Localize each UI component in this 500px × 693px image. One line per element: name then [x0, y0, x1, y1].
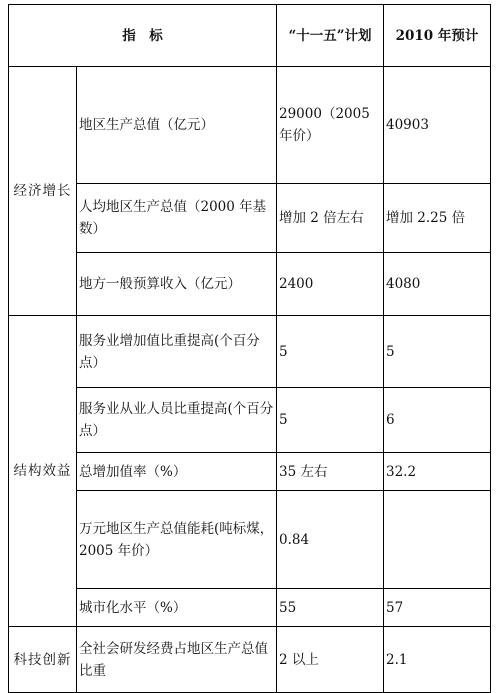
table-row	[9, 316, 491, 388]
category-structure-efficiency: 结构效益	[9, 316, 77, 627]
plan-cell: 2400	[277, 253, 384, 316]
indicator-table	[8, 4, 491, 693]
indicator-cell: 地区生产总值（亿元）	[77, 67, 277, 184]
estimate-cell: 2.1	[384, 627, 491, 693]
indicator-cell: 服务业增加值比重提高(个百分点）	[77, 316, 277, 388]
estimate-cell: 40903	[384, 67, 491, 184]
estimate-cell: 57	[384, 589, 491, 627]
category-tech-innovation: 科技创新	[9, 627, 77, 693]
estimate-cell: 32.2	[384, 453, 491, 491]
indicator-cell: 服务业从业人员比重提高(个百分点）	[77, 388, 277, 453]
header-indicator: 指 标	[9, 5, 277, 67]
category-economic-growth: 经济增长	[9, 67, 77, 316]
table-row	[9, 627, 491, 693]
plan-cell: 5	[277, 316, 384, 388]
header-plan: “十一五”计划	[277, 5, 384, 67]
header-row	[9, 5, 491, 67]
estimate-cell: 增加 2.25 倍	[384, 184, 491, 253]
indicator-cell: 万元地区生产总值能耗(吨标煤，2005 年价）	[77, 491, 277, 589]
header-estimate: 2010 年预计	[384, 5, 491, 67]
estimate-cell: 4080	[384, 253, 491, 316]
plan-cell: 55	[277, 589, 384, 627]
table-row	[9, 453, 491, 491]
plan-cell: 0.84	[277, 491, 384, 589]
estimate-cell: 6	[384, 388, 491, 453]
plan-cell: 2 以上	[277, 627, 384, 693]
table-row	[9, 67, 491, 184]
estimate-cell	[384, 491, 491, 589]
table-row	[9, 491, 491, 589]
table-row	[9, 388, 491, 453]
indicator-cell: 全社会研发经费占地区生产总值比重	[77, 627, 277, 693]
indicator-cell: 人均地区生产总值（2000 年基数）	[77, 184, 277, 253]
table-row	[9, 589, 491, 627]
plan-cell: 增加 2 倍左右	[277, 184, 384, 253]
plan-cell: 29000（2005 年价）	[277, 67, 384, 184]
indicator-cell: 地方一般预算收入（亿元）	[77, 253, 277, 316]
indicator-cell: 城市化水平（%）	[77, 589, 277, 627]
plan-cell: 5	[277, 388, 384, 453]
table-row	[9, 253, 491, 316]
indicator-cell: 总增加值率（%）	[77, 453, 277, 491]
estimate-cell: 5	[384, 316, 491, 388]
plan-cell: 35 左右	[277, 453, 384, 491]
table-row	[9, 184, 491, 253]
